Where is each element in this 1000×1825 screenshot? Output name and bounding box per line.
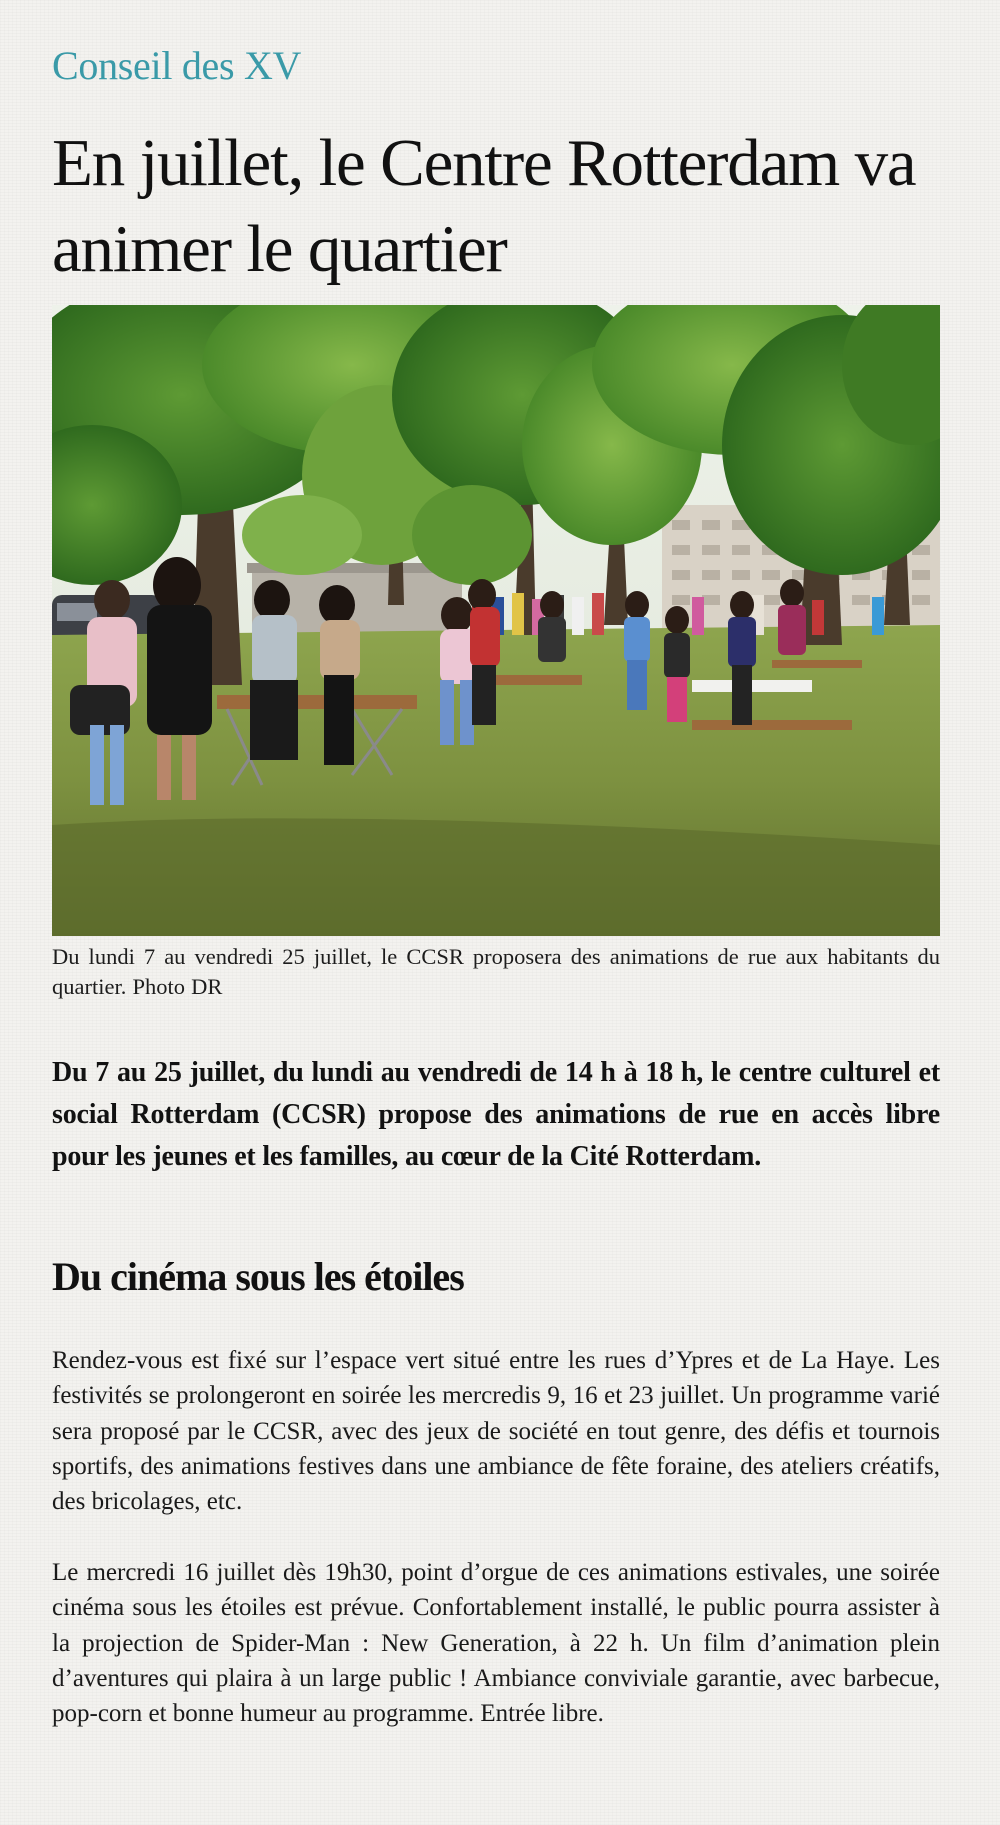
body-paragraph: Le mercredi 16 juillet dès 19h30, point d’orgue de ces animations estivales, une soirée cinéma sous les étoiles est prévue. Confortablement installé, le public pourra assister à la projection de Spider-Man : New Generation, à 22 h. Un film d’animation plein d’aventures qui plaira à un large public ! Ambiance conviviale garantie, avec barbecue, pop-corn et bonne humeur au programme. Entrée libre. — [52, 1559, 940, 1728]
photo-caption: Du lundi 7 au vendredi 25 juillet, le CCSR proposera des animations de rue aux habitants du quartier. Photo DR — [52, 944, 940, 999]
article-headline: En juillet, le Centre Rotterdam va animer le quartier — [52, 126, 916, 286]
article-lead: Du 7 au 25 juillet, du lundi au vendredi de 14 h à 18 h, le centre culturel et social Rotterdam (CCSR) propose des animations de rue en accès libre pour les jeunes et les familles, au cœur de la Cité Rotterdam. — [52, 1057, 940, 1172]
park-scene-image — [52, 305, 940, 936]
body-paragraph: Rendez-vous est fixé sur l’espace vert situé entre les rues d’Ypres et de La Haye. Les festivités se prolongeront en soirée les mercredis 9, 16 et 23 juillet. Un programme varié sera proposé par le CCSR, avec des jeux de société en tout genre, des défis et tournois sportifs, des animations festives dans une ambiance de fête foraine, des ateliers créatifs, des bricolages, etc. — [52, 1347, 940, 1516]
article-photo — [52, 305, 940, 936]
section-subheading: Du cinéma sous les étoiles — [52, 1254, 464, 1299]
section-kicker: Conseil des XV — [52, 43, 302, 88]
